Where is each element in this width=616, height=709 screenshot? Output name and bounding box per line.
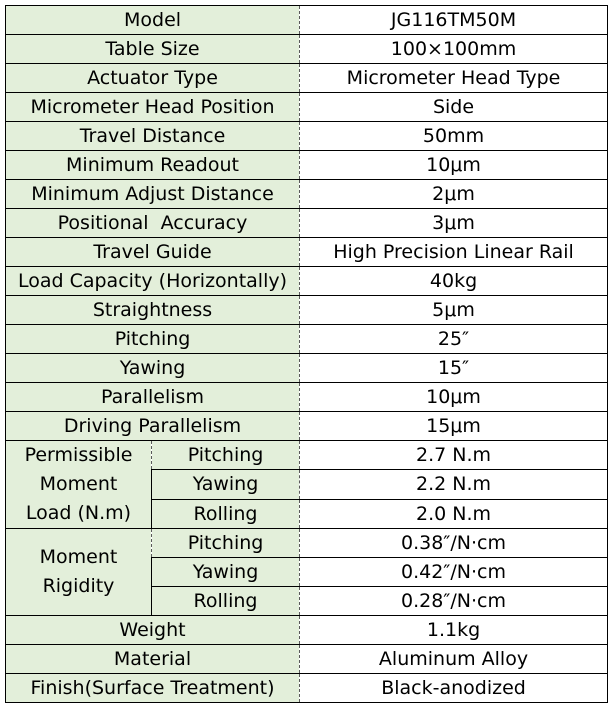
table-row: [6, 674, 608, 703]
row-value-positional-accuracy: 3μm: [300, 209, 608, 238]
table-row: [6, 151, 608, 180]
row-label-parallelism: Parallelism: [6, 383, 300, 412]
spec-table: [5, 5, 608, 703]
sub-label-pitching: Pitching: [152, 529, 300, 558]
row-value-minimum-readout: 10μm: [300, 151, 608, 180]
table-row: [6, 209, 608, 238]
sub-label-pitching: Pitching: [152, 441, 300, 470]
table-row: [6, 64, 608, 93]
sub-value-rolling-moment: 2.0 N.m: [300, 499, 608, 528]
group-label-line: Permissible: [24, 444, 133, 466]
table-row: [6, 122, 608, 151]
row-label-yawing: Yawing: [6, 354, 300, 383]
row-value-minimum-adjust-distance: 2μm: [300, 180, 608, 209]
row-label-table-size: Table Size: [6, 35, 300, 64]
sub-label-yawing: Yawing: [152, 558, 300, 587]
table-row: [6, 35, 608, 64]
sub-value-pitching-rigidity: 0.38″/N·cm: [300, 529, 608, 558]
row-label-travel-distance: Travel Distance: [6, 122, 300, 151]
row-label-minimum-adjust-distance: Minimum Adjust Distance: [6, 180, 300, 209]
group-label-line: Load (N.m): [25, 502, 132, 524]
table-row: [6, 412, 608, 441]
sub-label-yawing: Yawing: [152, 470, 300, 499]
table-row: [6, 296, 608, 325]
row-value-driving-parallelism: 15μm: [300, 412, 608, 441]
table-row: [6, 93, 608, 122]
row-value-weight: 1.1kg: [300, 616, 608, 645]
row-label-micrometer-head-position: Micrometer Head Position: [6, 93, 300, 122]
row-label-finish: Finish(Surface Treatment): [6, 674, 300, 703]
row-label-material: Material: [6, 645, 300, 674]
sub-value-yawing-moment: 2.2 N.m: [300, 470, 608, 499]
row-value-table-size: 100×100mm: [300, 35, 608, 64]
row-label-model: Model: [6, 6, 300, 35]
row-value-model: JG116TM50M: [300, 6, 608, 35]
row-label-driving-parallelism: Driving Parallelism: [6, 412, 300, 441]
table-row: [6, 645, 608, 674]
table-row: [6, 238, 608, 267]
row-value-travel-distance: 50mm: [300, 122, 608, 151]
table-row: [6, 383, 608, 412]
row-label-straightness: Straightness: [6, 296, 300, 325]
sub-value-yawing-rigidity: 0.42″/N·cm: [300, 558, 608, 587]
row-label-load-capacity: Load Capacity (Horizontally): [6, 267, 300, 296]
row-label-weight: Weight: [6, 616, 300, 645]
row-value-material: Aluminum Alloy: [300, 645, 608, 674]
sub-value-pitching-moment: 2.7 N.m: [300, 441, 608, 470]
row-value-pitching: 25″: [300, 325, 608, 354]
group-label-line: Rigidity: [42, 575, 115, 597]
group-label-permissible-moment-load: [6, 441, 152, 529]
table-row: [6, 354, 608, 383]
table-row: [6, 325, 608, 354]
row-label-minimum-readout: Minimum Readout: [6, 151, 300, 180]
row-label-positional-accuracy: Positional Accuracy: [6, 209, 300, 238]
table-row: [6, 180, 608, 209]
sub-label-rolling: Rolling: [152, 587, 300, 616]
table-row: [6, 6, 608, 35]
group-label-line: Moment: [39, 546, 118, 568]
row-value-micrometer-head-position: Side: [300, 93, 608, 122]
row-value-yawing: 15″: [300, 354, 608, 383]
sub-label-rolling: Rolling: [152, 499, 300, 528]
row-value-straightness: 5μm: [300, 296, 608, 325]
row-label-pitching: Pitching: [6, 325, 300, 354]
row-value-load-capacity: 40kg: [300, 267, 608, 296]
table-row: [6, 616, 608, 645]
table-row: [6, 529, 608, 558]
row-value-travel-guide: High Precision Linear Rail: [300, 238, 608, 267]
sub-value-rolling-rigidity: 0.28″/N·cm: [300, 587, 608, 616]
row-value-actuator-type: Micrometer Head Type: [300, 64, 608, 93]
table-row: [6, 267, 608, 296]
table-row: [6, 441, 608, 470]
group-label-line: Moment: [39, 473, 118, 495]
group-label-moment-rigidity: [6, 529, 152, 616]
row-label-travel-guide: Travel Guide: [6, 238, 300, 267]
row-value-parallelism: 10μm: [300, 383, 608, 412]
row-label-actuator-type: Actuator Type: [6, 64, 300, 93]
row-value-finish: Black-anodized: [300, 674, 608, 703]
